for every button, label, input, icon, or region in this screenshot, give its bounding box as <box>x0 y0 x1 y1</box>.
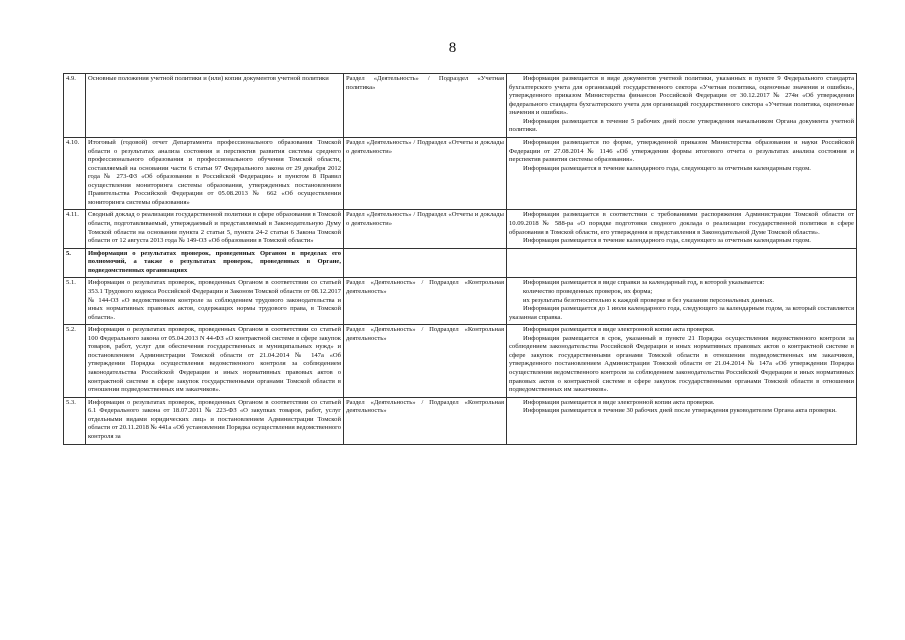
row-section: Раздел «Деятельность» / Подраздел «Учетная политика» <box>344 74 507 138</box>
row-number: 5. <box>64 248 86 278</box>
info-table <box>63 73 857 445</box>
info-paragraph: Информация размещается в виде документов учетной политики, указанных в пункте 9 Федерального стандарта бухгалтерского учета для организаций государственного сектора «Учетная политика, оценочные значения и ошибки», утвержденного приказом Министерства финансов Российской Федерации от 30.12.2017 № 274н «Об утверждении федерального стандарта бухгалтерского учета для организаций государственного сектора «Учетная политика, оценочные значения и ошибки». <box>509 75 854 117</box>
row-title: Итоговый (годовой) отчет Департамента профессионального образования Томской области о результатах анализа состояния и перспектив развития системы среднего профессионального образования и профессионального обучения Томской области, составляемый на основании части 6 статьи 97 Федерального закона от 29 декабря 2012 года № 273-ФЗ «Об образовании в Российской Федерации» и пунктом 8 Правил осуществления мониторинга системы образования, утвержденных постановлением Правительства Российской Федерации от 05.08.2013 № 662 «Об осуществлении мониторинга системы образования» <box>86 137 344 210</box>
table-row <box>64 397 857 444</box>
table-row <box>64 248 857 278</box>
table-body <box>64 74 857 445</box>
row-title: Информация о результатах проверок, проведенных Органом в соответствии со статьей 353.1 Трудового кодекса Российской Федерации и Законом Томской области от 08.12.2017 № 144-ОЗ «О ведомственном контроле за соблюдением трудового законодательства и иных нормативных правовых актов, содержащих нормы трудового права, в Томской области». <box>86 278 344 325</box>
row-info <box>507 74 857 138</box>
row-number: 5.2. <box>64 325 86 398</box>
info-paragraph: Информация размещается в срок, указанный в пункте 21 Порядка осуществления ведомственного контроля за соблюдением законодательства Российской Федерации и иных нормативных правовых актов о контрактной системе в сфере закупок государственными органами Томской области в отношении подведомственных им заказчиков, утвержденного постановлением Администрации Томской области от 21.04.2014 № 147а «Об утверждении Порядка осуществления ведомственного контроля за соблюдением законодательства Российской Федерации и иных нормативных правовых актов о контрактной системе в сфере закупок государственными органами Томской области в отношении подведомственных им заказчиков». <box>509 334 854 394</box>
row-title: Сводный доклад о реализации государственной политики в сфере образования в Томской области, подготавливаемый, утверждаемый и представляемый в Законодательную Думу Томской области на основании пункта 2 статьи 5, пункта 24-2 статьи 6 Закона Томской области от 12 августа 2013 года № 149-ОЗ «Об образовании в Томской области» <box>86 210 344 248</box>
row-number: 4.11. <box>64 210 86 248</box>
row-title: Основные положения учетной политики и (или) копии документов учетной политики <box>86 74 344 138</box>
info-paragraph: Информация размещается в виде электронной копии акта проверки. <box>523 326 715 334</box>
table-row <box>64 278 857 325</box>
row-section <box>344 248 507 278</box>
row-title: Информация о результатах проверок, проведенных Органом в соответствии со статьей 6.1 Федерального закона от 18.07.2011 № 223-ФЗ «О закупках товаров, работ, услуг отдельными видами юридических лиц» и постановлением Администрации Томской области от 20.11.2018 № 441а «Об установлении Порядка осуществления ведомственного контроля за <box>86 397 344 444</box>
table-row <box>64 137 857 210</box>
info-paragraph: Информация размещается до 1 июля календарного года, следующего за календарным годом, за который составляется указанная справка. <box>509 305 854 321</box>
table-row <box>64 325 857 398</box>
row-title: Информация о результатах проверок, проведенных Органом в пределах его полномочий, а также о результатах проверок, проведенных в Органе, подведомственных организациях <box>86 248 344 278</box>
info-paragraph: Информация размещается в виде электронной копии акта проверки. <box>523 398 715 406</box>
row-section: Раздел «Деятельность» / Подраздел «Контрольная деятельность» <box>344 325 507 398</box>
info-paragraph: Информация размещается в течение календарного года, следующего за отчетным календарным годом. <box>523 237 811 245</box>
info-paragraph: Информация размещается в течение 30 рабочих дней после утверждения руководителем Органа акта проверки. <box>523 407 837 415</box>
row-info <box>507 210 857 248</box>
table-row <box>64 210 857 248</box>
info-paragraph: Информация размещается в течение 5 рабочих дней после утверждения начальником Органа документа учетной политики. <box>509 117 854 134</box>
page-number: 8 <box>448 40 457 56</box>
row-title: Информация о результатах проверок, проведенных Органом в соответствии со статьей 100 Федерального закона от 05.04.2013 N 44-ФЗ «О контрактной системе в сфере закупок товаров, работ, услуг для обеспечения государственных и муниципальных нужд» и постановлением Администрации Томской области от 21.04.2014 № 147а «Об утверждении Порядка осуществления ведомственного контроля за соблюдением законодательства Российской Федерации и иных нормативных правовых актов о контрактной системе в сфере закупок государственными органами Томской области в отношении подведомственных им заказчиков». <box>86 325 344 398</box>
info-paragraph: количество проведенных проверок, их форма; <box>523 287 653 295</box>
row-info <box>507 137 857 210</box>
row-number: 5.1. <box>64 278 86 325</box>
row-section: Раздел «Деятельность» / Подраздел «Отчеты и доклады о деятельности» <box>344 210 507 248</box>
table-row <box>64 74 857 138</box>
info-paragraph: Информация размещается по форме, утвержденной приказом Министерства образования и науки Российской Федерации от 27.08.2014 № 1146 «Об утверждении формы итогового отчета о результатах анализа состояния и перспектив развития системы образования». <box>509 138 854 164</box>
info-paragraph: Информация размещается в виде справки за календарный год, в которой указывается: <box>523 279 765 287</box>
row-info <box>507 278 857 325</box>
info-paragraph: их результаты безотносительно к каждой проверке и без указания персональных данных. <box>523 296 774 304</box>
row-number: 5.3. <box>64 397 86 444</box>
row-section: Раздел «Деятельность» / Подраздел «Контрольная деятельность» <box>344 397 507 444</box>
row-number: 4.9. <box>64 74 86 138</box>
row-number: 4.10. <box>64 137 86 210</box>
info-paragraph: Информация размещается в соответствии с требованиями распоряжения Администрации Томской области от 10.09.2018 № 588-ра «О порядке подготовки сводного доклада о реализации государственной политики в сфере образования в Томской области, его утверждения и представления в Законодательной Думе Томской области». <box>509 211 854 236</box>
row-info <box>507 397 857 444</box>
row-section: Раздел «Деятельность» / Подраздел «Отчеты и доклады о деятельности» <box>344 137 507 210</box>
row-info <box>507 248 857 278</box>
row-section: Раздел «Деятельность» / Подраздел «Контрольная деятельность» <box>344 278 507 325</box>
info-paragraph: Информация размещается в течение календарного года, следующего за отчетным календарным годом. <box>523 164 811 172</box>
row-info <box>507 325 857 398</box>
